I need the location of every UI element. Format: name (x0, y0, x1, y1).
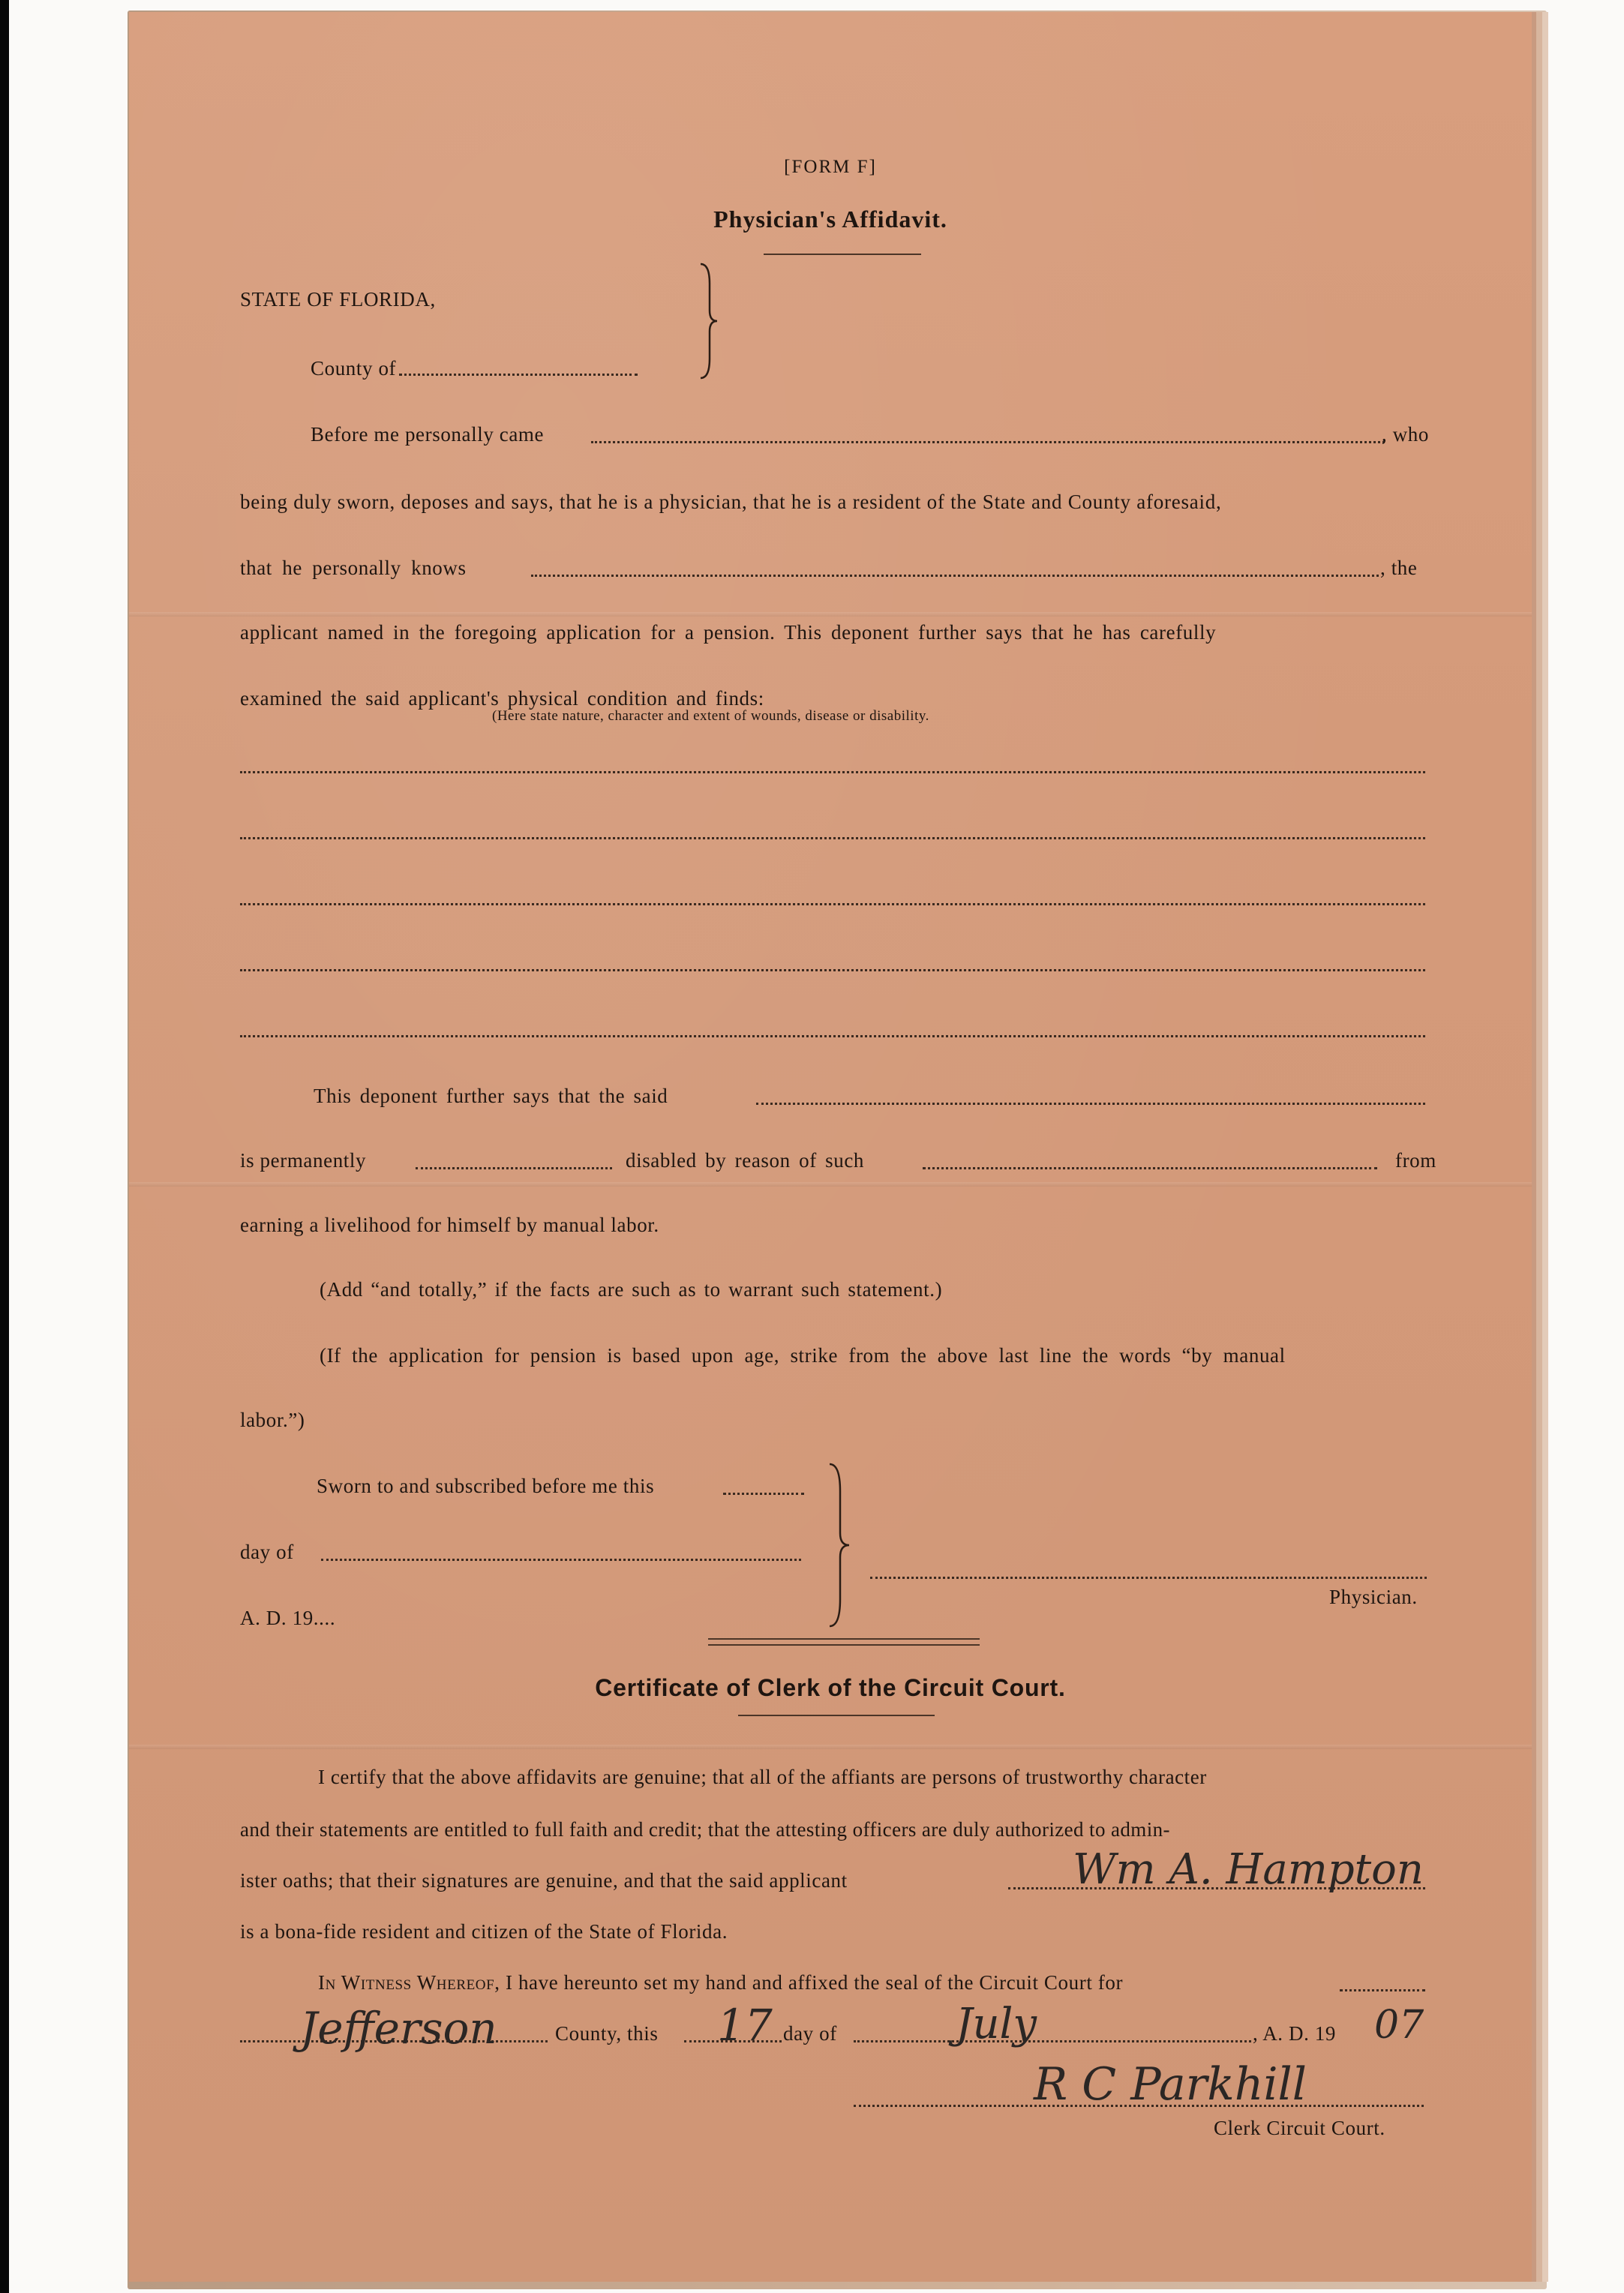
livelihood-text: earning a livelihood for himself by manual labor. (240, 1214, 659, 1236)
ad-text: A. D. 19.... (240, 1607, 336, 1629)
certificate-rule (738, 1715, 935, 1716)
add-note: (Add “and totally,” if the facts are such as to warrant such statement.) (320, 1278, 943, 1301)
perm-tail: from (1395, 1149, 1436, 1172)
month-blank-cert (854, 2040, 1251, 2042)
month-handwriting: July (956, 2000, 1037, 2048)
section-divider (708, 1638, 980, 1646)
examined-line: examined the said applicant's physical condition and finds: (240, 687, 764, 710)
title-rule (764, 254, 921, 255)
month-blank (321, 1559, 801, 1561)
cert-line-3: ister oaths; that their signatures are genuine, and that the said applicant (240, 1869, 848, 1892)
scan-edge (0, 0, 9, 2293)
findings-blank-5 (240, 1035, 1425, 1037)
applicant-handwriting: Wm A. Hampton (1073, 1845, 1424, 1894)
certificate-title: Certificate of Clerk of the Circuit Court. (595, 1674, 1066, 1701)
perm-text: is permanently (240, 1149, 367, 1172)
age-note: (If the application for pension is based upon age, strike from the above last line the words “by manual (320, 1344, 1286, 1367)
knows-text: that he personally knows (240, 557, 467, 579)
ad-year-text: , A. D. 19 (1253, 2022, 1337, 2045)
witness-smallcaps: In Witness Whereof, (318, 1971, 500, 1994)
sworn-line: being duly sworn, deposes and says, that he is a physician, that he is a resident of the State and County aforesaid, (240, 491, 1222, 513)
reason-blank (923, 1167, 1377, 1169)
clerk-label: Clerk Circuit Court. (1214, 2117, 1385, 2139)
court-county-blank (1340, 1989, 1425, 1991)
county-handwriting: Jefferson (300, 2003, 497, 2054)
clerk-signature: R C Parkhill (1034, 2058, 1307, 2111)
applicant-line: applicant named in the foregoing application for a pension. This deponent further says that he has carefully (240, 621, 1217, 644)
knows-tail: , the (1380, 557, 1418, 579)
day-handwriting: 17 (717, 2000, 773, 2051)
further-says-blank (756, 1103, 1425, 1105)
findings-blank-4 (240, 969, 1425, 971)
fold-line (129, 612, 1532, 617)
cert-day-of-text: day of (783, 2022, 837, 2045)
findings-blank-1 (240, 771, 1425, 773)
cert-line-4: is a bona-fide resident and citizen of the State of Florida. (240, 1920, 728, 1943)
findings-blank-2 (240, 837, 1425, 839)
day-of-text: day of (240, 1541, 294, 1563)
fold-line (129, 1745, 1532, 1749)
name-blank (591, 441, 1385, 443)
county-this-text: County, this (555, 2022, 659, 2045)
county-label: County of (311, 357, 397, 380)
cert-line-1: I certify that the above affidavits are genuine; that all of the affiants are persons of trustworthy character (318, 1766, 1207, 1788)
county-blank (399, 374, 638, 376)
knows-blank (531, 575, 1379, 577)
form-title: Physician's Affidavit. (713, 206, 947, 233)
age-note-end: labor.”) (240, 1409, 305, 1431)
fold-line (129, 1182, 1532, 1187)
physician-signature-line (870, 1577, 1427, 1579)
sworn-sub-text: Sworn to and subscribed before me this (317, 1475, 655, 1497)
physician-label: Physician. (1329, 1586, 1418, 1608)
form-label: [FORM F] (784, 157, 877, 177)
perm-blank (416, 1167, 612, 1169)
year-handwriting: 07 (1374, 2003, 1424, 2048)
further-says-text: This deponent further says that the said (314, 1085, 668, 1107)
witness-line (318, 1971, 1123, 1994)
findings-blank-3 (240, 903, 1425, 905)
perm-mid-text: disabled by reason of such (626, 1149, 865, 1172)
who-text: , who (1382, 423, 1429, 446)
cert-line-2: and their statements are entitled to full faith and credit; that the attesting officers are duly authorized to admin- (240, 1818, 1170, 1841)
before-me-text: Before me personally came (311, 423, 545, 446)
county-brace (698, 261, 720, 381)
sworn-brace (827, 1461, 852, 1631)
affidavit-page (129, 12, 1532, 2282)
state-label: STATE OF FLORIDA, (240, 288, 436, 311)
witness-rest: I have hereunto set my hand and affixed the seal of the Circuit Court for (506, 1971, 1124, 1994)
sworn-day-blank (723, 1493, 804, 1495)
examined-note: (Here state nature, character and extent of wounds, disease or disability. (492, 708, 929, 724)
